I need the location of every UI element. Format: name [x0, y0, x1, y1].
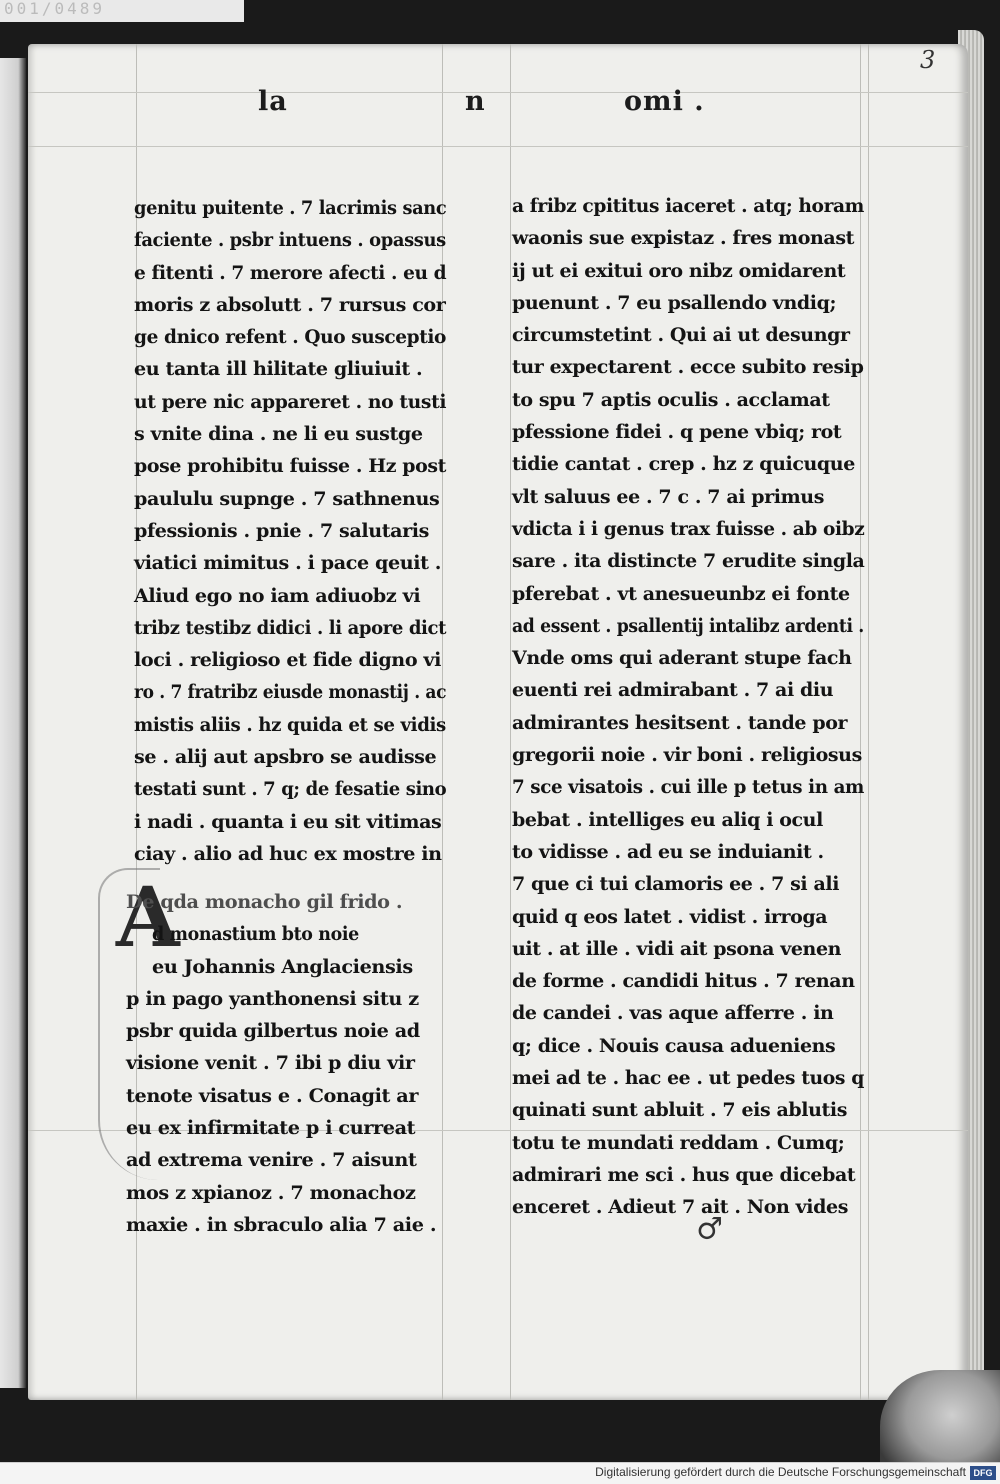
text-line: to spu 7 aptis oculis . acclamat	[512, 388, 830, 411]
catchword-mark: ♂	[696, 1212, 723, 1247]
text-line: bebat . intelliges eu aliq i ocul	[512, 808, 823, 831]
text-line: tidie cantat . crep . hz z quicuque	[512, 453, 855, 476]
text-line: 7 sce visatois . cui ille p tetus in am	[512, 776, 864, 799]
text-line: pfessionis . pnie . 7 salutaris	[134, 519, 430, 542]
dfg-logo: DFG	[970, 1466, 996, 1480]
running-head-middle: n	[465, 86, 486, 117]
text-line: eu Johannis Anglaciensis	[152, 955, 413, 978]
text-line: mos z xpianoz . 7 monachoz	[126, 1181, 416, 1204]
ruling-line	[28, 146, 968, 147]
text-line: pfessione fidei . q pene vbiq; rot	[512, 421, 842, 444]
text-line: puenunt . 7 eu psallendo vndiq;	[512, 291, 837, 314]
text-line: ad essent . psallentij intalibz ardenti .	[512, 614, 864, 637]
text-line: pferebat . vt anesueunbz ei fonte	[512, 582, 850, 605]
text-line: quid q eos latet . vidist . irroga	[512, 905, 828, 928]
text-line: totu te mundati reddam . Cumq;	[512, 1131, 845, 1154]
text-line: sare . ita distincte 7 erudite singla	[512, 550, 865, 573]
manuscript-page	[28, 44, 968, 1400]
text-line: ij ut ei exitui oro nibz omidarent	[512, 259, 846, 282]
text-line: Vnde oms qui aderant stupe fach	[512, 647, 852, 670]
text-line: a fribz cpititus iaceret . atq; horam	[512, 195, 865, 217]
running-head-right: omi .	[624, 86, 705, 117]
shelfmark-label: 001/0489	[0, 0, 244, 22]
text-line: admirantes hesitsent . tande por	[512, 711, 848, 734]
text-line: enceret . Adieut 7 ait . Non vides	[512, 1196, 848, 1219]
text-line: visione venit . 7 ibi p diu vir	[126, 1052, 415, 1075]
text-line: genitu puitente . 7 lacrimis sanc	[134, 197, 447, 219]
running-head-left: la	[258, 86, 288, 117]
text-line: e fitenti . 7 merore afecti . eu d	[134, 261, 447, 284]
text-line: se . alij aut apsbro se audisse	[134, 746, 437, 769]
text-line: eu tanta ill hilitate gliuiuit .	[134, 358, 423, 381]
folio-number: 3	[920, 46, 936, 74]
text-line: eu ex infirmitate p i curreat	[126, 1117, 416, 1140]
text-line: de candei . vas aque afferre . in	[512, 1002, 834, 1025]
text-line: vlt saluus ee . 7 c . 7 ai primus	[512, 485, 824, 508]
text-line: q; dice . Nouis causa adueniens	[512, 1034, 836, 1057]
text-line: to vidisse . ad eu se induianit .	[512, 840, 824, 863]
text-line: euenti rei admirabant . 7 ai diu	[512, 679, 834, 702]
text-line: paululu supnge . 7 sathnenus	[134, 487, 440, 510]
ruling-line	[510, 44, 511, 1400]
rubric-heading: De qda monacho gil frido .	[126, 891, 403, 913]
funding-credit: Digitalisierung gefördert durch die Deutsche Forschungsgemeinschaft	[595, 1465, 966, 1479]
text-line: maxie . in sbraculo alia 7 aie .	[126, 1213, 437, 1236]
text-line: tribz testibz didici . li apore dict	[134, 616, 447, 639]
text-line: psbr quida gilbertus noie ad	[126, 1020, 420, 1043]
left-page-edge	[0, 58, 26, 1388]
text-line: testati sunt . 7 q; de fesatie sino	[134, 778, 447, 801]
text-line: tur expectarent . ecce subito resip	[512, 356, 864, 379]
text-line: 7 que ci tui clamoris ee . 7 si ali	[512, 873, 840, 896]
text-line: loci . religioso et fide digno vi	[134, 649, 441, 672]
text-line: quinati sunt abluit . 7 eis ablutis	[512, 1099, 848, 1122]
text-line: pose prohibitu fuisse . Hz post	[134, 455, 446, 478]
text-line: faciente . psbr intuens . opassus	[134, 229, 446, 252]
text-line: ad extrema venire . 7 aisunt	[126, 1149, 417, 1172]
text-line: moris z absolutt . 7 rursus cor	[134, 293, 446, 316]
text-line: uit . at ille . vidi ait psona venen	[512, 937, 842, 960]
text-line: p in pago yanthonensi situ z	[126, 987, 419, 1010]
text-line: Aliud ego no iam adiuobz vi	[134, 584, 421, 607]
left-text-column	[134, 192, 447, 870]
text-line: d monastium bto noie	[152, 923, 359, 946]
text-line: s vnite dina . ne li eu sustge	[134, 423, 423, 446]
left-text-column-continued	[126, 886, 446, 1241]
text-line: gregorii noie . vir boni . religiosus	[512, 744, 862, 767]
ruling-line	[868, 44, 869, 1400]
text-line: waonis sue expistaz . fres monast	[512, 227, 854, 250]
text-line: ro . 7 fratribz eiusde monastij . ac	[134, 681, 447, 704]
ruling-line	[28, 92, 968, 93]
text-line: mistis aliis . hz quida et se vidis	[134, 713, 446, 736]
text-line: ut pere nic appareret . no tusti	[134, 390, 447, 413]
text-line: i nadi . quanta i eu sit vitimas	[134, 810, 442, 833]
text-line: ge dnico refent . Quo susceptio	[134, 326, 447, 349]
text-line: mei ad te . hac ee . ut pedes tuos q	[512, 1067, 864, 1090]
text-line: de forme . candidi hitus . 7 renan	[512, 970, 855, 993]
text-line: vdicta i i genus trax fuisse . ab oibz	[512, 517, 865, 540]
text-line: tenote visatus e . Conagit ar	[126, 1084, 419, 1107]
text-line: circumstetint . Qui ai ut desungr	[512, 324, 850, 347]
footer-bar	[0, 1462, 1000, 1484]
text-line: ciay . alio ad huc ex mostre in	[134, 842, 442, 865]
decorated-initial-A: A	[116, 870, 180, 966]
right-text-column	[512, 190, 864, 1224]
text-line: viatici mimitus . i pace qeuit .	[134, 552, 442, 575]
text-line: admirari me sci . hus que dicebat	[512, 1163, 856, 1186]
